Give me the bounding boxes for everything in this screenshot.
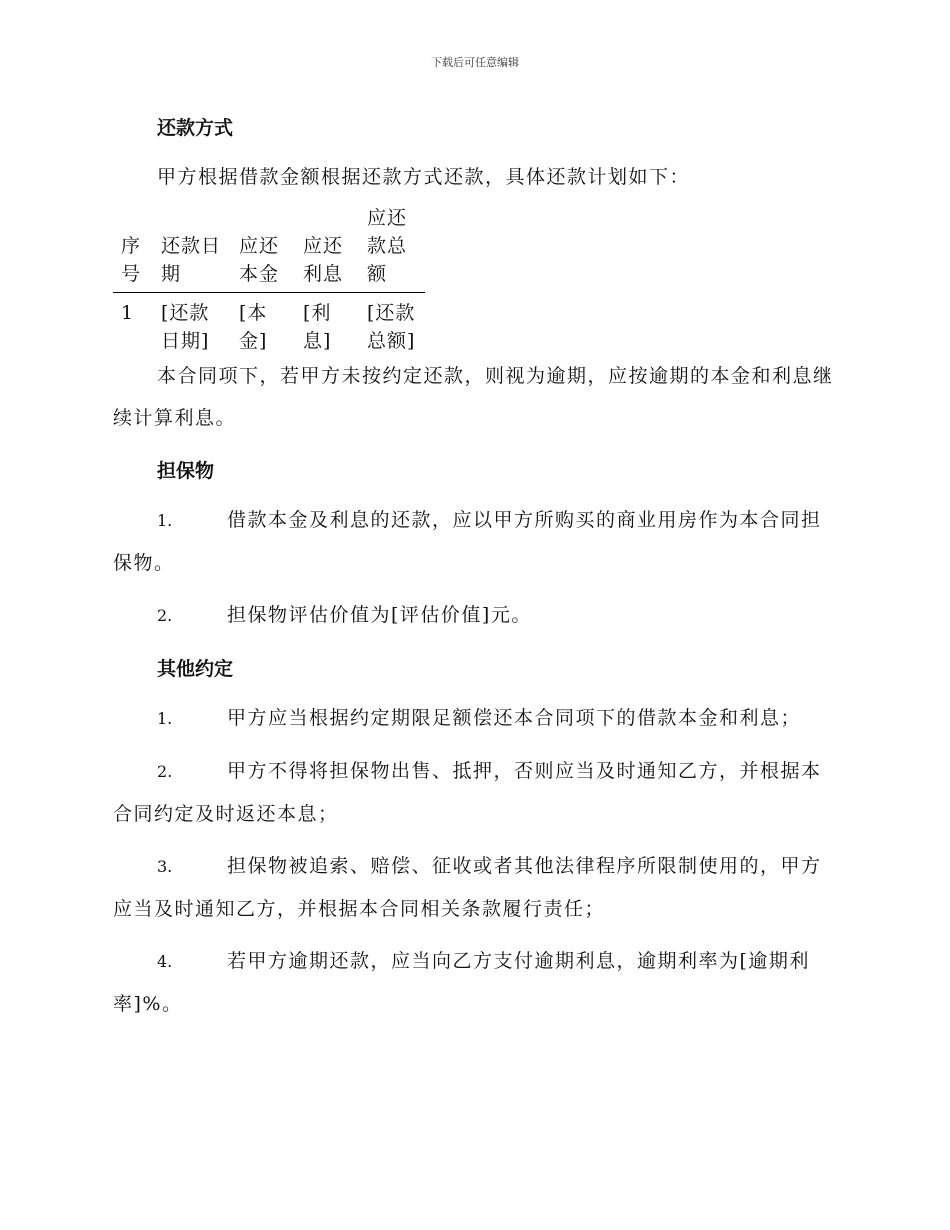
col-header-principal: 应还本金 (239, 235, 280, 285)
col-header-total: 应还款总额 (367, 207, 408, 285)
list-item-number: 1. (157, 511, 173, 530)
list-item-number: 3. (157, 857, 173, 876)
list-item-number: 4. (157, 952, 173, 971)
list-item-number: 1. (157, 709, 173, 728)
col-header-index: 序号 (121, 235, 142, 285)
table-header-row (113, 204, 425, 293)
list-item-text: 担保物被追索、赔偿、征收或者其他法律程序所限制使用的，甲方应当及时通知乙方，并根据本合同相关条款履行责任； (113, 855, 822, 920)
list-item (113, 940, 838, 1025)
list-item-text: 借款本金及利息的还款，应以甲方所购买的商业用房作为本合同担保物。 (113, 509, 822, 574)
list-item-number: 2. (157, 606, 173, 625)
page-header-note: 下载后可任意编辑 (431, 56, 519, 69)
cell-total: [还款总额] (367, 302, 416, 352)
document-body (113, 110, 838, 1025)
list-item (113, 594, 838, 637)
list-item-text: 甲方不得将担保物出售、抵押，否则应当及时通知乙方，并根据本合同约定及时返还本息； (113, 760, 822, 825)
list-item (113, 845, 838, 930)
list-item (113, 750, 838, 835)
section-title-repayment: 还款方式 (157, 117, 234, 139)
overdue-clause: 本合同项下，若甲方未按约定还款，则视为逾期，应按逾期的本金和利息继续计算利息。 (113, 365, 834, 429)
section-title-other-terms: 其他约定 (157, 658, 234, 680)
table-row (113, 293, 425, 356)
col-header-date: 还款日期 (161, 235, 222, 285)
list-item (113, 697, 838, 740)
cell-index: 1 (121, 302, 135, 324)
list-item (113, 499, 838, 584)
section-title-collateral: 担保物 (157, 460, 215, 482)
list-item-text: 担保物评估价值为[评估价值]元。 (227, 604, 532, 626)
repayment-intro: 甲方根据借款金额根据还款方式还款，具体还款计划如下： (157, 166, 691, 188)
list-item-text: 甲方应当根据约定期限足额偿还本合同项下的借款本金和利息； (227, 707, 802, 729)
cell-principal: [本金] (239, 302, 268, 352)
cell-interest: [利息] (303, 302, 332, 352)
list-item-text: 若甲方逾期还款，应当向乙方支付逾期利息，逾期利率为[逾期利率]%。 (113, 950, 810, 1015)
cell-date: [还款日期] (161, 302, 210, 352)
list-item-number: 2. (157, 762, 173, 781)
col-header-interest: 应还利息 (303, 235, 344, 285)
repayment-plan-table (113, 204, 425, 355)
